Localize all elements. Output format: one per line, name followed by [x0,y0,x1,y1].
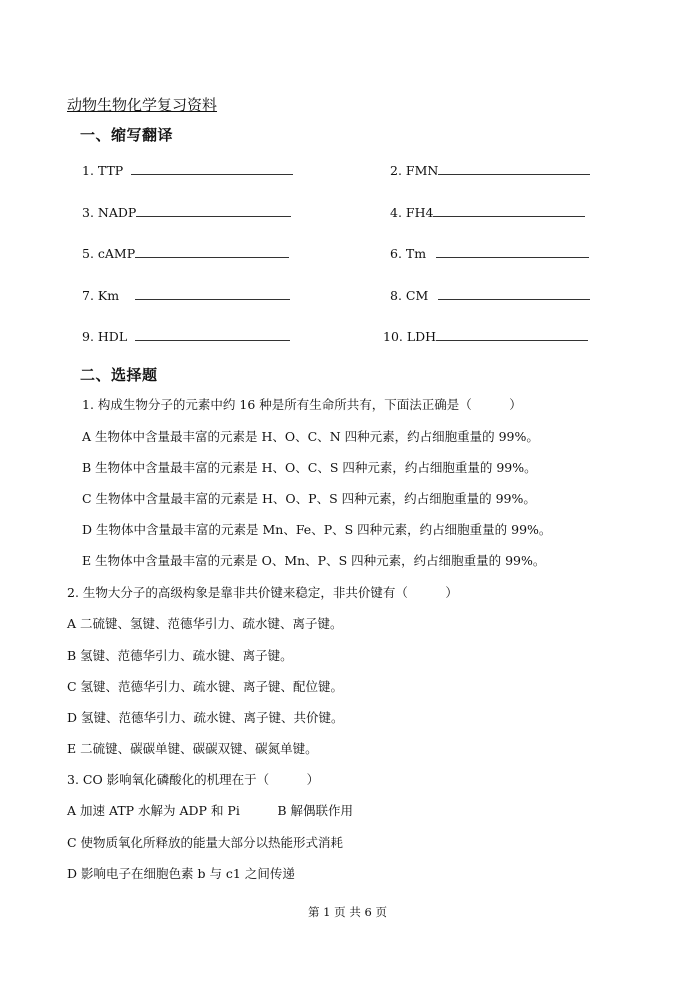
question-2-option-b: B 氢键、范德华引力、疏水键、离子键。 [67,648,293,663]
page-title: 动物生物化学复习资料 [67,96,218,114]
abbr-item: 10. LDH [383,328,588,344]
answer-blank[interactable] [436,245,589,258]
answer-blank[interactable] [135,245,289,258]
question-1-option-a: A 生物体中含量最丰富的元素是 H、O、C、N 四种元素，约占细胞重量的 99%。 [82,429,539,444]
question-3-stem: 3. CO 影响氧化磷酸化的机理在于（ ） [67,772,320,787]
abbr-item: 5. cAMP [82,245,289,261]
question-3-option-d: D 影响电子在细胞色素 b 与 c1 之间传递 [67,866,295,881]
abbr-item: 8. CM [390,287,590,303]
question-2-option-e: E 二硫键、碳碳单键、碳碳双键、碳氮单键。 [67,741,318,756]
answer-blank[interactable] [131,162,293,175]
abbr-item: 1. TTP [82,162,293,178]
answer-blank[interactable] [136,204,291,217]
answer-blank[interactable] [135,287,290,300]
section2-heading: 二、选择题 [80,366,158,384]
question-3-option-ab: A 加速 ATP 水解为 ADP 和 Pi B 解偶联作用 [67,803,353,818]
abbr-item: 4. FH4 [390,204,585,220]
abbr-item: 2. FMN [390,162,590,178]
answer-blank[interactable] [433,204,585,217]
answer-blank[interactable] [135,328,290,341]
answer-blank[interactable] [436,328,588,341]
question-1-option-e: E 生物体中含量最丰富的元素是 O、Mn、P、S 四种元素，约占细胞重量的 99%。 [82,553,546,568]
question-1-stem: 1. 构成生物分子的元素中约 16 种是所有生命所共有，下面法正确是（ ） [82,397,522,412]
question-2-option-c: C 氢键、范德华引力、疏水键、离子键、配位键。 [67,679,344,694]
abbr-item: 7. Km [82,287,290,303]
question-2-option-a: A 二硫键、氢键、范德华引力、疏水键、离子键。 [67,616,343,631]
question-2-stem: 2. 生物大分子的高级构象是靠非共价键来稳定，非共价键有（ ） [67,585,458,600]
section1-heading: 一、缩写翻译 [80,126,174,144]
question-3-option-c: C 使物质氧化所释放的能量大部分以热能形式消耗 [67,835,344,850]
question-1-option-c: C 生物体中含量最丰富的元素是 H、O、P、S 四种元素，约占细胞重量的 99%。 [82,491,536,506]
answer-blank[interactable] [438,162,590,175]
question-1-option-d: D 生物体中含量最丰富的元素是 Mn、Fe、P、S 四种元素，约占细胞重量的 99%。 [82,522,552,537]
answer-blank[interactable] [438,287,590,300]
question-1-option-b: B 生物体中含量最丰富的元素是 H、O、C、S 四种元素，约占细胞重量的 99%。 [82,460,537,475]
abbr-item: 6. Tm [390,245,589,261]
question-2-option-d: D 氢键、范德华引力、疏水键、离子键、共价键。 [67,710,344,725]
abbr-item: 9. HDL [82,328,290,344]
abbr-item: 3. NADP [82,204,291,220]
page-footer: 第 1 页 共 6 页 [308,905,387,919]
